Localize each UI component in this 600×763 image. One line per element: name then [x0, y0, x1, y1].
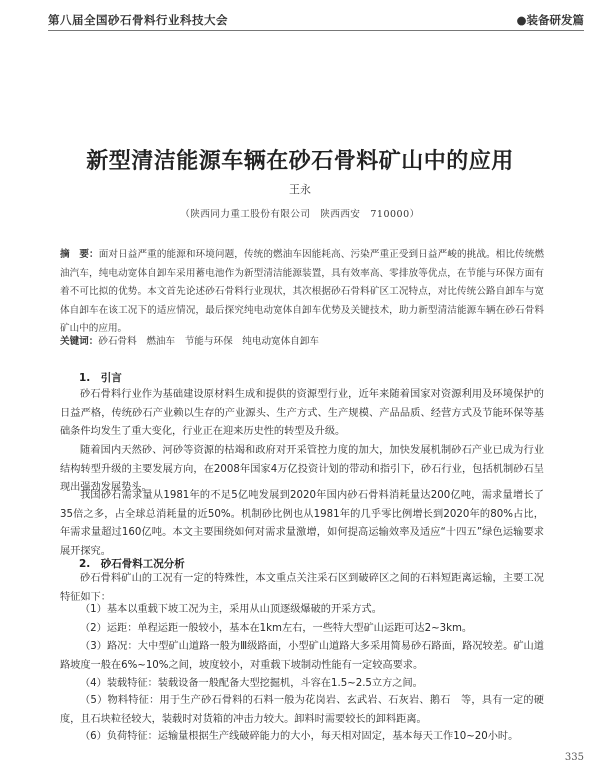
running-header	[48, 8, 584, 30]
list-item: （5）物料特征：用于生产砂石骨料的石料一般为花岗岩、玄武岩、石灰岩、鹅石 等，具有一定的硬度，且石块粒径较大，装载时对货箱的冲击力较大。卸料时需要较长的卸料距离。	[60, 695, 544, 725]
header-rule	[48, 30, 584, 31]
list-item: （4）装载特征：装载设备一般配备大型挖掘机，斗容在1.5~2.5立方之间。	[80, 678, 423, 689]
body-paragraph: 随着国内天然砂、河砂等资源的枯竭和政府对开采管控力度的加大，加快发展机制砂石产业已成为行业结构转型升级的主要发展方向，在2008年国家4万亿投资计划的带动和指引下，砂石行业，包括机制砂石呈现出强劲发展势头。	[60, 445, 544, 494]
section-heading-introduction: 1. 引言	[79, 372, 122, 384]
keywords	[60, 333, 544, 347]
section-heading-conditions: 2. 砂石骨料工况分析	[79, 558, 185, 570]
list-item: （6）负荷特征：运输量根据生产线破碎能力的大小，每天相对固定，基本每天工作10~20小时。	[80, 731, 519, 742]
section-tag: ●装备研发篇	[516, 13, 584, 27]
page-number: 335	[564, 752, 584, 763]
list-item: （1）基本以重载下坡工况为主，采用从山顶逐级爆破的开采方式。	[80, 604, 382, 615]
author: 王永	[289, 183, 311, 196]
keywords-label: 关键词：	[60, 336, 99, 347]
paper-title: 新型清洁能源车辆在砂石骨料矿山中的应用	[86, 149, 514, 174]
abstract-label: 摘 要：	[60, 249, 99, 260]
body-paragraph: 砂石骨料矿山的工况有一定的特殊性，本文重点关注采石区到破碎区之间的石料短距离运输，主要工况特征如下：	[60, 573, 544, 603]
abstract-text: 面对日益严重的能源和环境问题，传统的燃油车因能耗高、污染严重正受到日益严峻的挑战。相比传统燃油汽车，纯电动宽体自卸车采用蓄电池作为新型清洁能源装置，具有效率高、零排放等优点，在节能与环保方面有着不可比拟的优势。本文首先论述砂石骨料行业现状，其次根据砂石骨料矿区工况特点，对比传统公路自卸车与宽体自卸车在该工况下的适应情况，最后探究纯电动宽体自卸车优势及关键技术，助力新型清洁能源车辆在砂石骨料矿山中的应用。	[60, 249, 545, 335]
body-paragraph: 我国砂石需求量从1981年的不足5亿吨发展到2020年国内砂石骨料消耗量达200亿吨，需求量增长了35倍之多，占全球总消耗量的近50%。机制砂比例也从1981年的几乎零比例增长到2020年的80%占比，年需求量超过160亿吨。本文主要围绕如何对需求量激增，如何提高运输效率及适应“十四五”绿色运输要求展开探究。	[60, 490, 544, 557]
list-item: （3）路况：大中型矿山道路一般为Ⅲ级路面，小型矿山道路大多采用简易砂石路面，路况较差。矿山道路坡度一般在6%~10%之间，坡度较小，对重载下坡制动性能有一定较高要求。	[60, 641, 544, 671]
affiliation: （陕西同力重工股份有限公司 陕西西安 710000）	[180, 209, 420, 220]
body-paragraph: 砂石骨料行业作为基础建设原材料生成和提供的资源型行业，近年来随着国家对资源利用及环境保护的日益严格，传统砂石产业赖以生存的产业源头、生产方式、生产规模、产品品质、经营方式及节能环保等基础条件均发生了重大变化，行业正在迎来历史性的转型及升级。	[60, 389, 544, 438]
list-item: （2）运距：单程运距一般较小，基本在1km左右，一些特大型矿山运距可达2~3km。	[80, 623, 473, 634]
keywords-text: 砂石骨料 燃油车 节能与环保 纯电动宽体自卸车	[98, 336, 320, 347]
abstract	[60, 246, 544, 339]
conference-name: 第八届全国砂石骨料行业科技大会	[48, 13, 228, 27]
